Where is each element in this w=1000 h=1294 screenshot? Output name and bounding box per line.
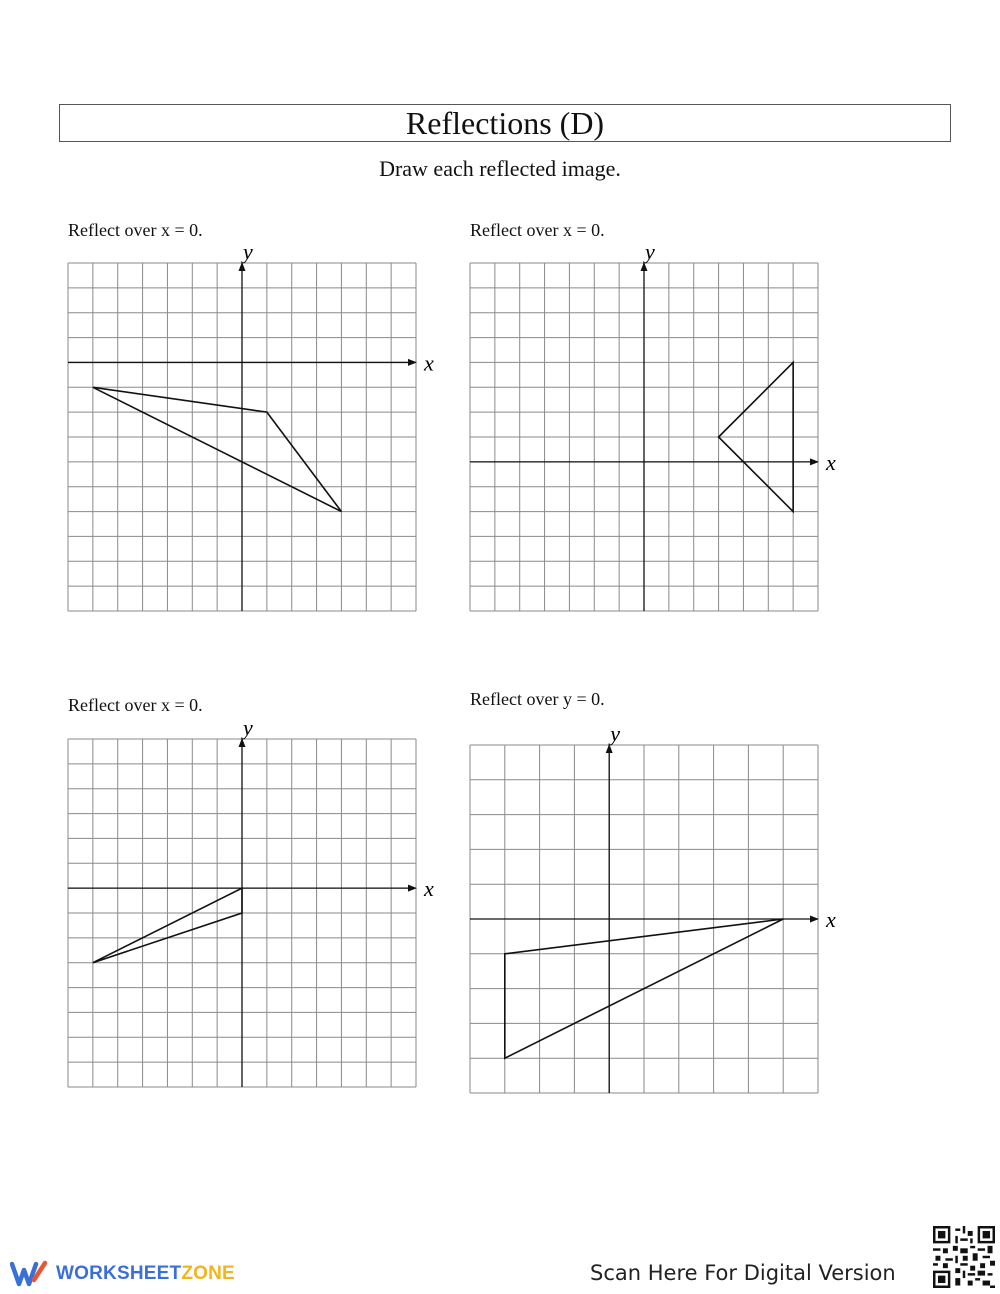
coordinate-grid-2 <box>470 239 836 611</box>
page-subtitle: Draw each reflected image. <box>379 156 621 181</box>
y-axis-label: y <box>243 715 253 740</box>
y-axis-label: y <box>610 721 620 746</box>
x-axis-label: x <box>826 907 836 932</box>
page-title: Reflections (D) <box>405 105 605 141</box>
y-axis-label: y <box>243 239 253 264</box>
qr-code-icon[interactable] <box>933 1226 995 1288</box>
coordinate-grid-3 <box>68 715 434 1087</box>
coordinate-grid-4 <box>470 721 836 1093</box>
brand-logo-icon <box>10 1260 48 1288</box>
y-axis-label: y <box>645 239 655 264</box>
brand-name-part1: WORKSHEET <box>56 1263 182 1284</box>
instruction-4: Reflect over y = 0. <box>470 689 605 709</box>
instruction-3: Reflect over x = 0. <box>68 695 203 715</box>
coordinate-grid-1 <box>68 239 434 611</box>
brand-name-part2: ZONE <box>181 1263 235 1284</box>
x-axis-label: x <box>424 876 434 902</box>
x-axis-label: x <box>424 350 434 376</box>
scan-instructions: Scan Here For Digital Version <box>590 1261 896 1285</box>
brand-logo <box>10 1258 235 1290</box>
title-box <box>59 104 951 142</box>
instruction-1: Reflect over x = 0. <box>68 220 203 240</box>
x-axis-label: x <box>826 449 836 475</box>
instruction-2: Reflect over x = 0. <box>470 220 605 240</box>
